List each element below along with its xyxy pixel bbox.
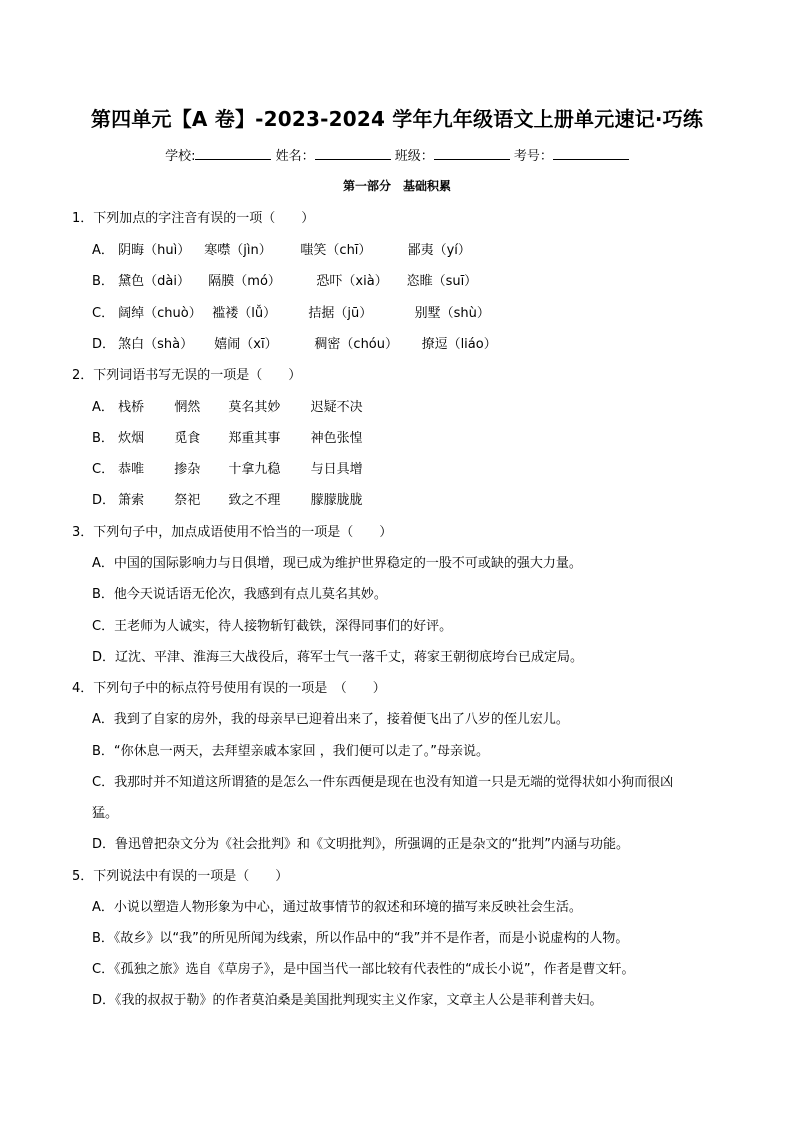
q1-option-b[interactable]: B． 黛色（dài） 隔膜（mó） 恐吓（xià） 恣睢（suī） <box>92 274 478 289</box>
q1-option-c[interactable]: C． 阔绰（chuò） 褴褛（lǚ） 拮据（jū） 别墅（shù） <box>92 306 490 321</box>
name-label: 姓名： <box>275 149 315 164</box>
q3-option-b[interactable]: B．他今天说话语无伦次，我感到有点儿莫名其妙。 <box>92 587 387 602</box>
q3-option-d[interactable]: D．辽沈、平津、淮海三大战役后，蒋军士气一落千丈，蒋家王朝彻底垮台已成定局。 <box>92 650 584 665</box>
q4-option-d[interactable]: D．鲁迅曾把杂文分为《社会批判》和《文明批判》，所强调的正是杂文的“批判”内涵与功能。 <box>92 837 629 852</box>
q2-option-d[interactable]: D． 箫索 祭祀 致之不理 朦朦胧胧 <box>92 493 363 508</box>
class-label: 班级： <box>394 149 434 164</box>
q2-option-a[interactable]: A． 栈桥 惘然 莫名其妙 迟疑不决 <box>92 400 363 415</box>
q5-option-d[interactable]: D．《我的叔叔于勒》的作者莫泊桑是美国批判现实主义作家，文章主人公是菲利普夫妇。 <box>92 993 603 1008</box>
q1-option-d[interactable]: D． 煞白（shà） 嬉闹（xī） 稠密（chóu） 撩逗（liáo） <box>92 337 497 352</box>
section-heading: 第一部分 基础积累 <box>342 179 451 193</box>
q3-option-c[interactable]: C．王老师为人诚实，待人接物斩钉截铁，深得同事们的好评。 <box>92 619 453 634</box>
q4-option-a[interactable]: A．我到了自家的房外，我的母亲早已迎着出来了，接着便飞出了八岁的侄儿宏儿。 <box>92 712 569 727</box>
question-5-stem: 5．下列说法中有误的一项是（ ） <box>72 869 289 884</box>
q4-option-b[interactable]: B．“你休息一两天，去拜望亲戚本家回 ，我们便可以走了。”母亲说。 <box>92 744 490 759</box>
q4-option-c[interactable]: C．我那时并不知道这所谓猹的是怎么一件东西便是现在也没有知道一只是无端的觉得状如小狗而很凶 <box>92 775 674 790</box>
school-label: 学校: <box>165 149 196 164</box>
q3-option-a[interactable]: A．中国的国际影响力与日俱增，现已成为维护世界稳定的一股不可或缺的强大力量。 <box>92 556 582 571</box>
exam-number-label: 考号： <box>513 149 553 164</box>
q5-option-b[interactable]: B．《故乡》以“我”的所见所闻为线索，所以作品中的“我”并不是作者，而是小说虚构的人物。 <box>92 931 629 946</box>
name-blank[interactable] <box>315 147 391 160</box>
page-title: 第四单元【A 卷】-2023-2024 学年九年级语文上册单元速记·巧练 <box>90 107 704 131</box>
q4-option-c-continued: 猛。 <box>92 806 119 821</box>
q2-option-c[interactable]: C． 恭唯 掺杂 十拿九稳 与日具增 <box>92 462 363 477</box>
q1-option-a[interactable]: A． 阴晦（huì） 寒噤（jìn） 嗤笑（chī） 鄙夷（yí） <box>92 243 471 258</box>
question-3-stem: 3．下列句子中，加点成语使用不恰当的一项是（ ） <box>72 525 393 540</box>
q2-option-b[interactable]: B． 炊烟 觅食 郑重其事 神色张惶 <box>92 431 363 446</box>
student-info-line <box>0 145 794 164</box>
class-blank[interactable] <box>434 147 510 160</box>
exam-number-blank[interactable] <box>553 147 629 160</box>
question-4-stem: 4．下列句子中的标点符号使用有误的一项是 （ ） <box>72 681 386 696</box>
q5-option-a[interactable]: A．小说以塑造人物形象为中心，通过故事情节的叙述和环境的描写来反映社会生活。 <box>92 900 582 915</box>
question-1-stem: 1．下列加点的字注音有误的一项（ ） <box>72 211 315 226</box>
q5-option-c[interactable]: C．《孤独之旅》选自《草房子》，是中国当代一部比较有代表性的“成长小说”，作者是曹文轩。 <box>92 962 635 977</box>
school-blank[interactable] <box>195 147 271 160</box>
question-2-stem: 2．下列词语书写无误的一项是（ ） <box>72 368 302 383</box>
